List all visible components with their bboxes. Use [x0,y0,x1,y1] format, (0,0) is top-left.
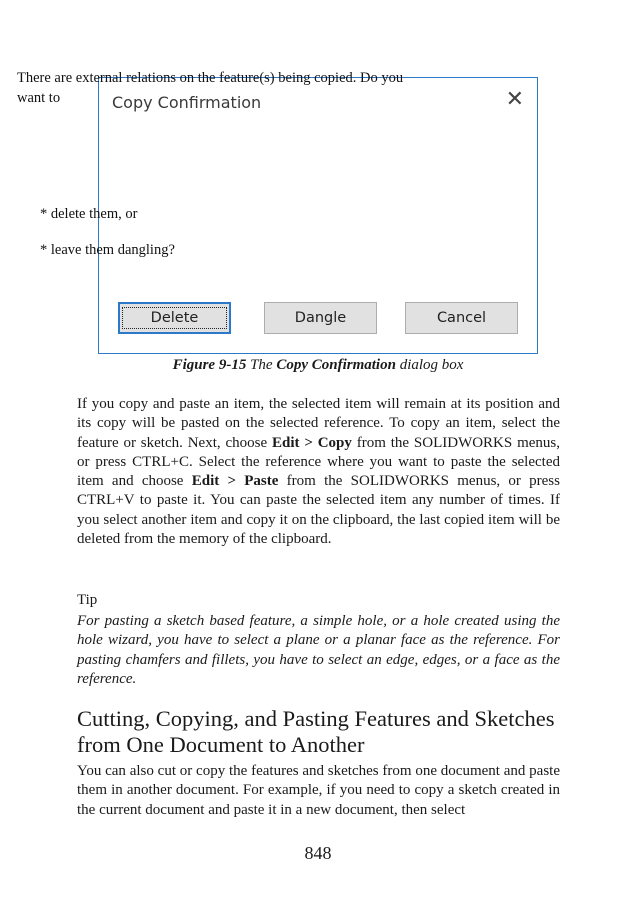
figure-number: Figure 9-15 [172,357,247,373]
close-icon[interactable]: ✕ [505,87,524,112]
page-number: 848 [304,843,332,863]
figure-caption [0,357,636,374]
delete-button[interactable] [118,302,231,334]
para-text-1: If you copy and paste an item, the selected item will remain at its position and its copy will be pasted on the selected reference. To copy an item, select the feature or sketch. Next, choose [77,396,560,451]
menu-path-edit-copy: Edit > Copy [271,434,352,451]
tip-label: Tip [77,592,98,608]
dialog-title: Copy Confirmation [112,93,262,112]
delete-button-label: Delete [125,310,225,326]
body-paragraph-copy-paste [77,395,560,549]
dialog-option-dangle: * leave them dangling? [40,242,175,258]
caption-post: dialog box [395,357,464,373]
dialog-option-delete: * delete them, or [40,206,138,222]
cancel-button[interactable]: Cancel [405,302,518,334]
section-paragraph: You can also cut or copy the features and sketches from one document and paste them in another document. For example, if you need to copy a sketch created in the current document and paste it in a new document, then select [77,763,560,818]
dangle-button[interactable]: Dangle [264,302,377,334]
menu-path-edit-paste: Edit > Paste [191,473,279,490]
section-heading: Cutting, Copying, and Pasting Features and Sketches from One Document to Another [77,706,555,757]
caption-bold: Copy Confirmation [276,357,396,373]
caption-pre: The [246,357,277,373]
tip-text: For pasting a sketch based feature, a simple hole, or a hole created using the hole wizard, you have to select a plane or a planar face as the reference. For pasting chamfers and fillets, you have to select an edge, edges, or a face as the reference. [77,613,560,687]
dialog-message: There are external relations on the feature(s) being copied. Do you want to [17,70,404,106]
para-text-2: from the SOLIDWORKS menus, or press CTRL+C. Select the reference where you want to paste the selected item and choose [77,434,560,490]
para-text-3: from the SOLIDWORKS menus, or press CTRL+V to paste it. You can paste the selected item any number of times. If you select another item and copy it on the clipboard, the last copied item will be deleted from the memory of the clipboard. [77,473,560,548]
